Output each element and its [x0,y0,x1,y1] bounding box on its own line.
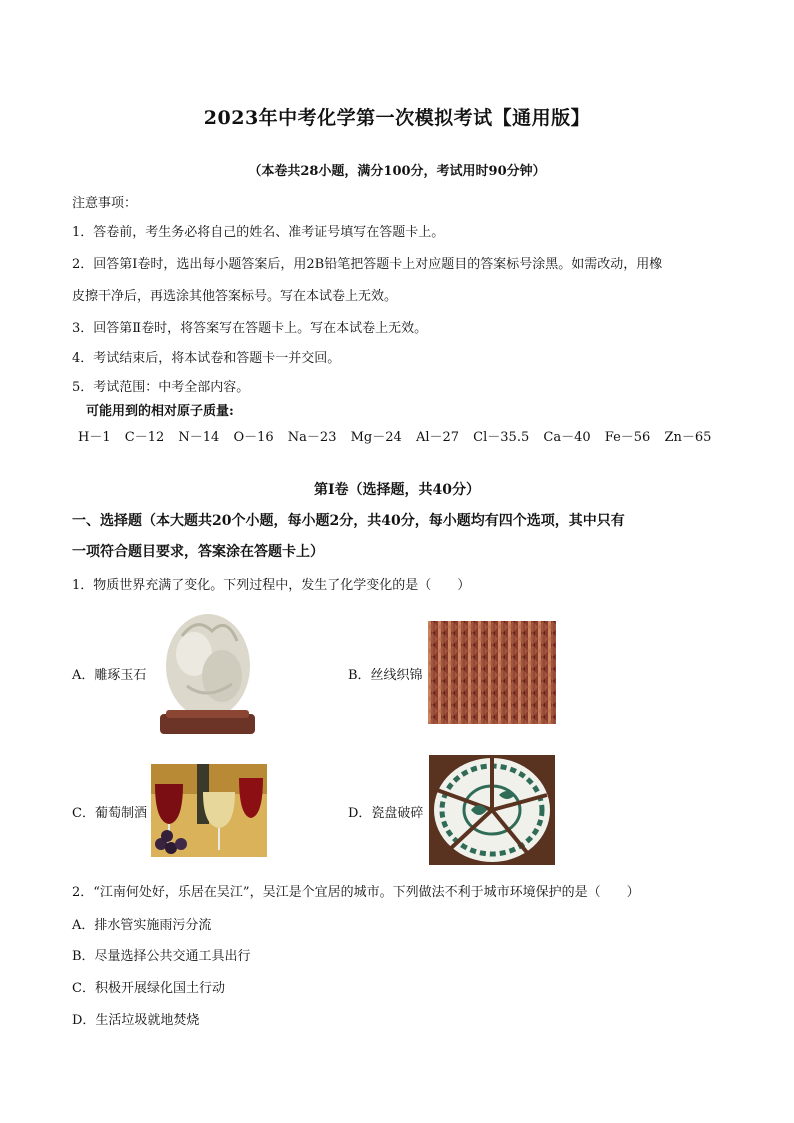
q1-option-d: D．瓷盘破碎 [348,806,424,821]
atomic-mass-item: O－16 [233,430,274,445]
jade-carving-image [152,606,263,739]
atomic-mass-item: H－1 [78,430,111,445]
exam-subtitle: （本卷共28小题，满分100分，考试用时90分钟） [248,164,546,179]
notes-heading: 注意事项： [72,196,138,211]
q2-option-b: B．尽量选择公共交通工具出行 [72,949,251,964]
atomic-mass-item: Ca－40 [543,430,591,445]
broken-plate-image [429,755,555,865]
atomic-mass-item: Al－27 [415,430,460,445]
note-item-2-cont: 皮擦干净后，再选涂其他答案标号。写在本试卷上无效。 [72,289,398,304]
question-2-stem: 2．“江南何处好，乐居在吴江”，吴江是个宜居的城市。下列做法不利于城市环境保护的是（ ） [72,885,640,900]
note-item-2: 2．回答第Ⅰ卷时，选出每小题答案后，用2B铅笔把答题卡上对应题目的答案标号涂黑。如需改动，用橡 [72,257,663,272]
atomic-mass-list [78,426,721,445]
atomic-mass-item: C－12 [124,430,165,445]
exam-title: 2023年中考化学第一次模拟考试【通用版】 [203,107,591,129]
atomic-mass-item: Cl－35.5 [473,430,530,445]
note-item-4: 4．考试结束后，将本试卷和答题卡一并交回。 [72,351,341,366]
section-heading-line1: 一、选择题（本大题共20个小题，每小题2分，共40分，每小题均有四个选项，其中只有 [72,513,625,529]
brocade-textile-image [428,621,556,724]
question-1-stem: 1．物质世界充满了变化。下列过程中，发生了化学变化的是（ ） [72,578,471,593]
q1-option-b: B．丝线织锦 [348,668,423,683]
section-title: 第Ⅰ卷（选择题，共40分） [313,482,481,498]
atomic-mass-item: Zn－65 [664,430,712,445]
q1-option-a: A．雕琢玉石 [72,668,147,683]
q2-option-d: D．生活垃圾就地焚烧 [72,1013,200,1028]
note-item-3: 3．回答第Ⅱ卷时，将答案写在答题卡上。写在本试卷上无效。 [72,321,428,336]
atomic-mass-item: Fe－56 [604,430,651,445]
note-item-5: 5．考试范围：中考全部内容。 [72,380,250,395]
q1-option-c: C．葡萄制酒 [72,806,147,821]
atomic-mass-label: 可能用到的相对原子质量: [86,404,234,419]
wine-glasses-image [151,764,267,857]
atomic-mass-item: Mg－24 [350,430,402,445]
atomic-mass-item: Na－23 [287,430,337,445]
atomic-mass-item: N－14 [178,430,220,445]
note-item-1: 1．答卷前，考生务必将自己的姓名、准考证号填写在答题卡上。 [72,225,445,240]
section-heading-line2: 一项符合题目要求，答案涂在答题卡上） [72,544,324,560]
q2-option-a: A．排水管实施雨污分流 [72,918,212,933]
q2-option-c: C．积极开展绿化国土行动 [72,981,225,996]
